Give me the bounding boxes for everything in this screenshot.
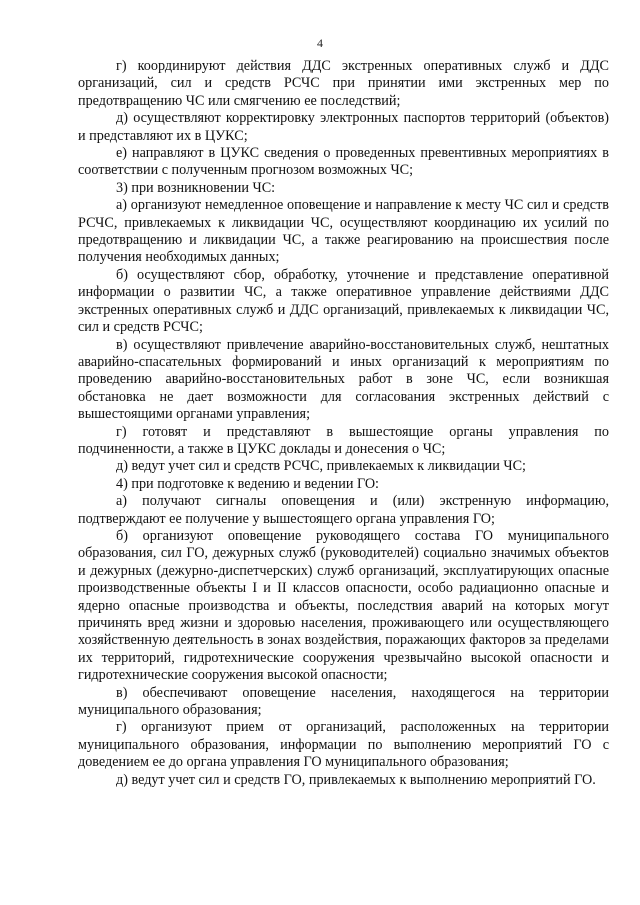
paragraph: б) осуществляют сбор, обработку, уточнение и представление оперативной информации о развитии ЧС, а также оперативное управление действиями ДДС экстренных оперативных служб и ДДС организаций, привлекаемых к ликвидации ЧС, сил и средств РСЧС; xyxy=(78,266,609,336)
paragraph: а) получают сигналы оповещения и (или) экстренную информацию, подтверждают ее получение у вышестоящего органа управления ГО; xyxy=(78,493,609,527)
paragraph: в) осуществляют привлечение аварийно-восстановительных служб, нештатных аварийно-спасательных формирований и иных организаций к мероприятиям по проведению аварийно-восстановительных работ в зоне ЧС, если возникшая обстановка не дает возможности для согласования экстренных действий с вышестоящими органами управления; xyxy=(78,336,609,423)
paragraph: д) осуществляют корректировку электронных паспортов территорий (объектов) и представляют их в ЦУКС; xyxy=(78,110,609,144)
page-number: 4 xyxy=(317,36,323,50)
paragraph: в) обеспечивают оповещение населения, находящегося на территории муниципального образования; xyxy=(78,684,609,719)
paragraph: г) координируют действия ДДС экстренных оперативных служб и ДДС организаций, сил и средств РСЧС при принятии ими экстренных мер по предотвращению ЧС или смягчению ее последствий; xyxy=(78,58,609,109)
paragraph: е) направляют в ЦУКС сведения о проведенных превентивных мероприятиях в соответствии с полученным прогнозом возможных ЧС; xyxy=(78,145,609,179)
paragraph: 3) при возникновении ЧС: xyxy=(116,179,276,196)
paragraph: а) организуют немедленное оповещение и направление к месту ЧС сил и средств РСЧС, привлекаемых к ликвидации ЧС, осуществляют координацию их усилий по предотвращению и ликвидации ЧС, а также реагированию на происшествия после получения необходимых данных; xyxy=(78,197,609,266)
paragraph: д) ведут учет сил и средств ГО, привлекаемых к выполнению мероприятий ГО. xyxy=(116,771,596,788)
paragraph: г) организуют прием от организаций, расположенных на территории муниципального образования, информации по выполнению мероприятий ГО с доведением ее до органа управления ГО муниципального образования; xyxy=(78,719,609,771)
paragraph: д) ведут учет сил и средств РСЧС, привлекаемых к ликвидации ЧС; xyxy=(116,458,526,475)
document-body xyxy=(78,58,609,789)
paragraph: б) организуют оповещение руководящего состава ГО муниципального образования, сил ГО, дежурных служб (руководителей) социально значимых объектов и дежурных (дежурно-диспетчерских) служб организаций, эксплуатирующих опасные производственные объекты I и II классов опасности, особо радиационно опасные и ядерно опасные производства и объекты, последствия аварий на которых могут причинять вред жизни и здоровью населения, проживающего или осуществляющего хозяйственную деятельность в зонах воздействия, поражающих факторов за пределами их территорий, гидротехнические сооружения чрезвычайно высокой опасности и гидротехнические сооружения высокой опасности; xyxy=(78,527,609,684)
paragraph: г) готовят и представляют в вышестоящие органы управления по подчиненности, а также в ЦУКС доклады и донесения о ЧС; xyxy=(78,423,609,457)
paragraph: 4) при подготовке к ведению и ведении ГО: xyxy=(116,475,380,492)
